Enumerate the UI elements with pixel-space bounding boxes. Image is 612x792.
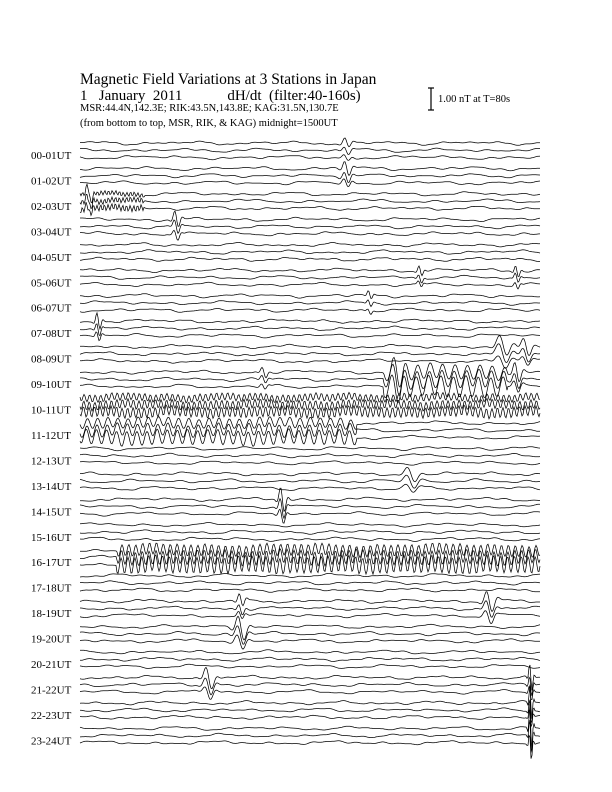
trace-msr-16-17ut <box>80 555 540 574</box>
trace-kag-06-07ut <box>80 291 540 299</box>
trace-kag-15-16ut <box>80 523 540 528</box>
trace-rik-15-16ut <box>80 530 540 534</box>
trace-msr-01-02ut <box>80 179 540 187</box>
date-filter-line: 1 January 2011 dH/dt (filter:40-160s) <box>80 88 361 104</box>
hour-label: 18-19UT <box>31 608 72 621</box>
trace-kag-14-15ut <box>80 488 540 511</box>
hour-label: 19-20UT <box>31 633 72 646</box>
trace-kag-11-12ut <box>80 417 540 430</box>
trace-rik-23-24ut <box>80 720 540 753</box>
trace-msr-05-06ut <box>80 281 540 289</box>
trace-msr-12-13ut <box>80 461 540 465</box>
hour-label: 04-05UT <box>31 251 72 264</box>
trace-rik-03-04ut <box>80 220 540 233</box>
trace-rik-14-15ut <box>80 499 540 519</box>
trace-kag-12-13ut <box>80 447 540 451</box>
station-coordinates: MSR:44.4N,142.3E; RIK:43.5N,143.8E; KAG:31.5N,130.7E <box>80 103 339 114</box>
trace-msr-18-19ut <box>80 611 540 624</box>
trace-kag-01-02ut <box>80 162 540 176</box>
trace-rik-07-08ut <box>80 324 540 336</box>
trace-rik-04-05ut <box>80 250 540 254</box>
hour-label: 08-09UT <box>31 353 72 366</box>
trace-msr-21-22ut <box>80 686 540 699</box>
hour-label: 07-08UT <box>31 328 72 341</box>
scale-bar-label: 1.00 nT at T=80s <box>438 94 511 105</box>
hour-label: 16-17UT <box>31 557 72 570</box>
trace-rik-12-13ut <box>80 453 540 458</box>
trace-rik-08-09ut <box>80 344 540 363</box>
trace-kag-17-18ut <box>80 573 540 577</box>
hour-label: 01-02UT <box>31 175 72 188</box>
hour-label: 05-06UT <box>31 277 72 290</box>
trace-msr-08-09ut <box>80 356 540 368</box>
trace-msr-04-05ut <box>80 257 540 261</box>
trace-msr-03-04ut <box>80 230 540 240</box>
hour-label: 15-16UT <box>31 531 72 544</box>
trace-kag-21-22ut <box>80 665 540 690</box>
chart-title: Magnetic Field Variations at 3 Stations in Japan <box>80 71 377 88</box>
trace-kag-08-09ut <box>80 336 540 356</box>
trace-kag-19-20ut <box>80 616 540 640</box>
trace-rik-06-07ut <box>80 300 540 307</box>
trace-rik-17-18ut <box>80 581 540 585</box>
trace-kag-03-04ut <box>80 211 540 226</box>
trace-kag-04-05ut <box>80 242 540 247</box>
hour-label: 14-15UT <box>31 506 72 519</box>
hour-label: 12-13UT <box>31 455 72 468</box>
trace-rik-09-10ut <box>80 364 540 395</box>
trace-msr-10-11ut <box>80 405 540 419</box>
hour-label: 06-07UT <box>31 302 72 315</box>
hour-label: 21-22UT <box>31 684 72 697</box>
trace-msr-02-03ut <box>80 202 540 215</box>
hour-label: 17-18UT <box>31 582 72 595</box>
trace-msr-15-16ut <box>80 537 540 541</box>
trace-msr-22-23ut <box>80 710 540 726</box>
trace-msr-13-14ut <box>80 484 540 492</box>
trace-msr-00-01ut <box>80 155 540 161</box>
trace-msr-11-12ut <box>80 429 540 447</box>
trace-msr-14-15ut <box>80 509 540 523</box>
trace-msr-17-18ut <box>80 588 540 592</box>
trace-msr-06-07ut <box>80 308 540 314</box>
trace-msr-23-24ut <box>80 736 540 759</box>
trace-msr-07-08ut <box>80 332 540 341</box>
trace-kag-20-21ut <box>80 650 540 654</box>
hour-label: 02-03UT <box>31 200 72 213</box>
trace-kag-05-06ut <box>80 266 540 277</box>
trace-msr-20-21ut <box>80 664 540 668</box>
trace-kag-07-08ut <box>80 313 540 329</box>
hour-label: 00-01UT <box>31 150 72 162</box>
hour-label: 10-11UT <box>31 404 71 417</box>
trace-msr-19-20ut <box>80 635 540 649</box>
trace-kag-00-01ut <box>80 138 540 147</box>
trace-rik-20-21ut <box>80 657 540 661</box>
trace-order-note: (from bottom to top, MSR, RIK, & KAG) midnight=1500UT <box>80 118 338 129</box>
trace-rik-13-14ut <box>80 475 540 488</box>
hour-label: 13-14UT <box>31 480 72 493</box>
hour-label: 23-24UT <box>31 735 72 748</box>
hour-label: 20-21UT <box>31 659 72 671</box>
trace-rik-05-06ut <box>80 273 540 283</box>
scale-bar <box>428 88 434 110</box>
trace-rik-01-02ut <box>80 172 540 182</box>
hour-label: 09-10UT <box>31 379 72 392</box>
hour-label: 03-04UT <box>31 226 72 239</box>
trace-rik-00-01ut <box>80 147 540 154</box>
hour-label: 22-23UT <box>31 709 72 722</box>
hour-label: 11-12UT <box>31 429 71 442</box>
